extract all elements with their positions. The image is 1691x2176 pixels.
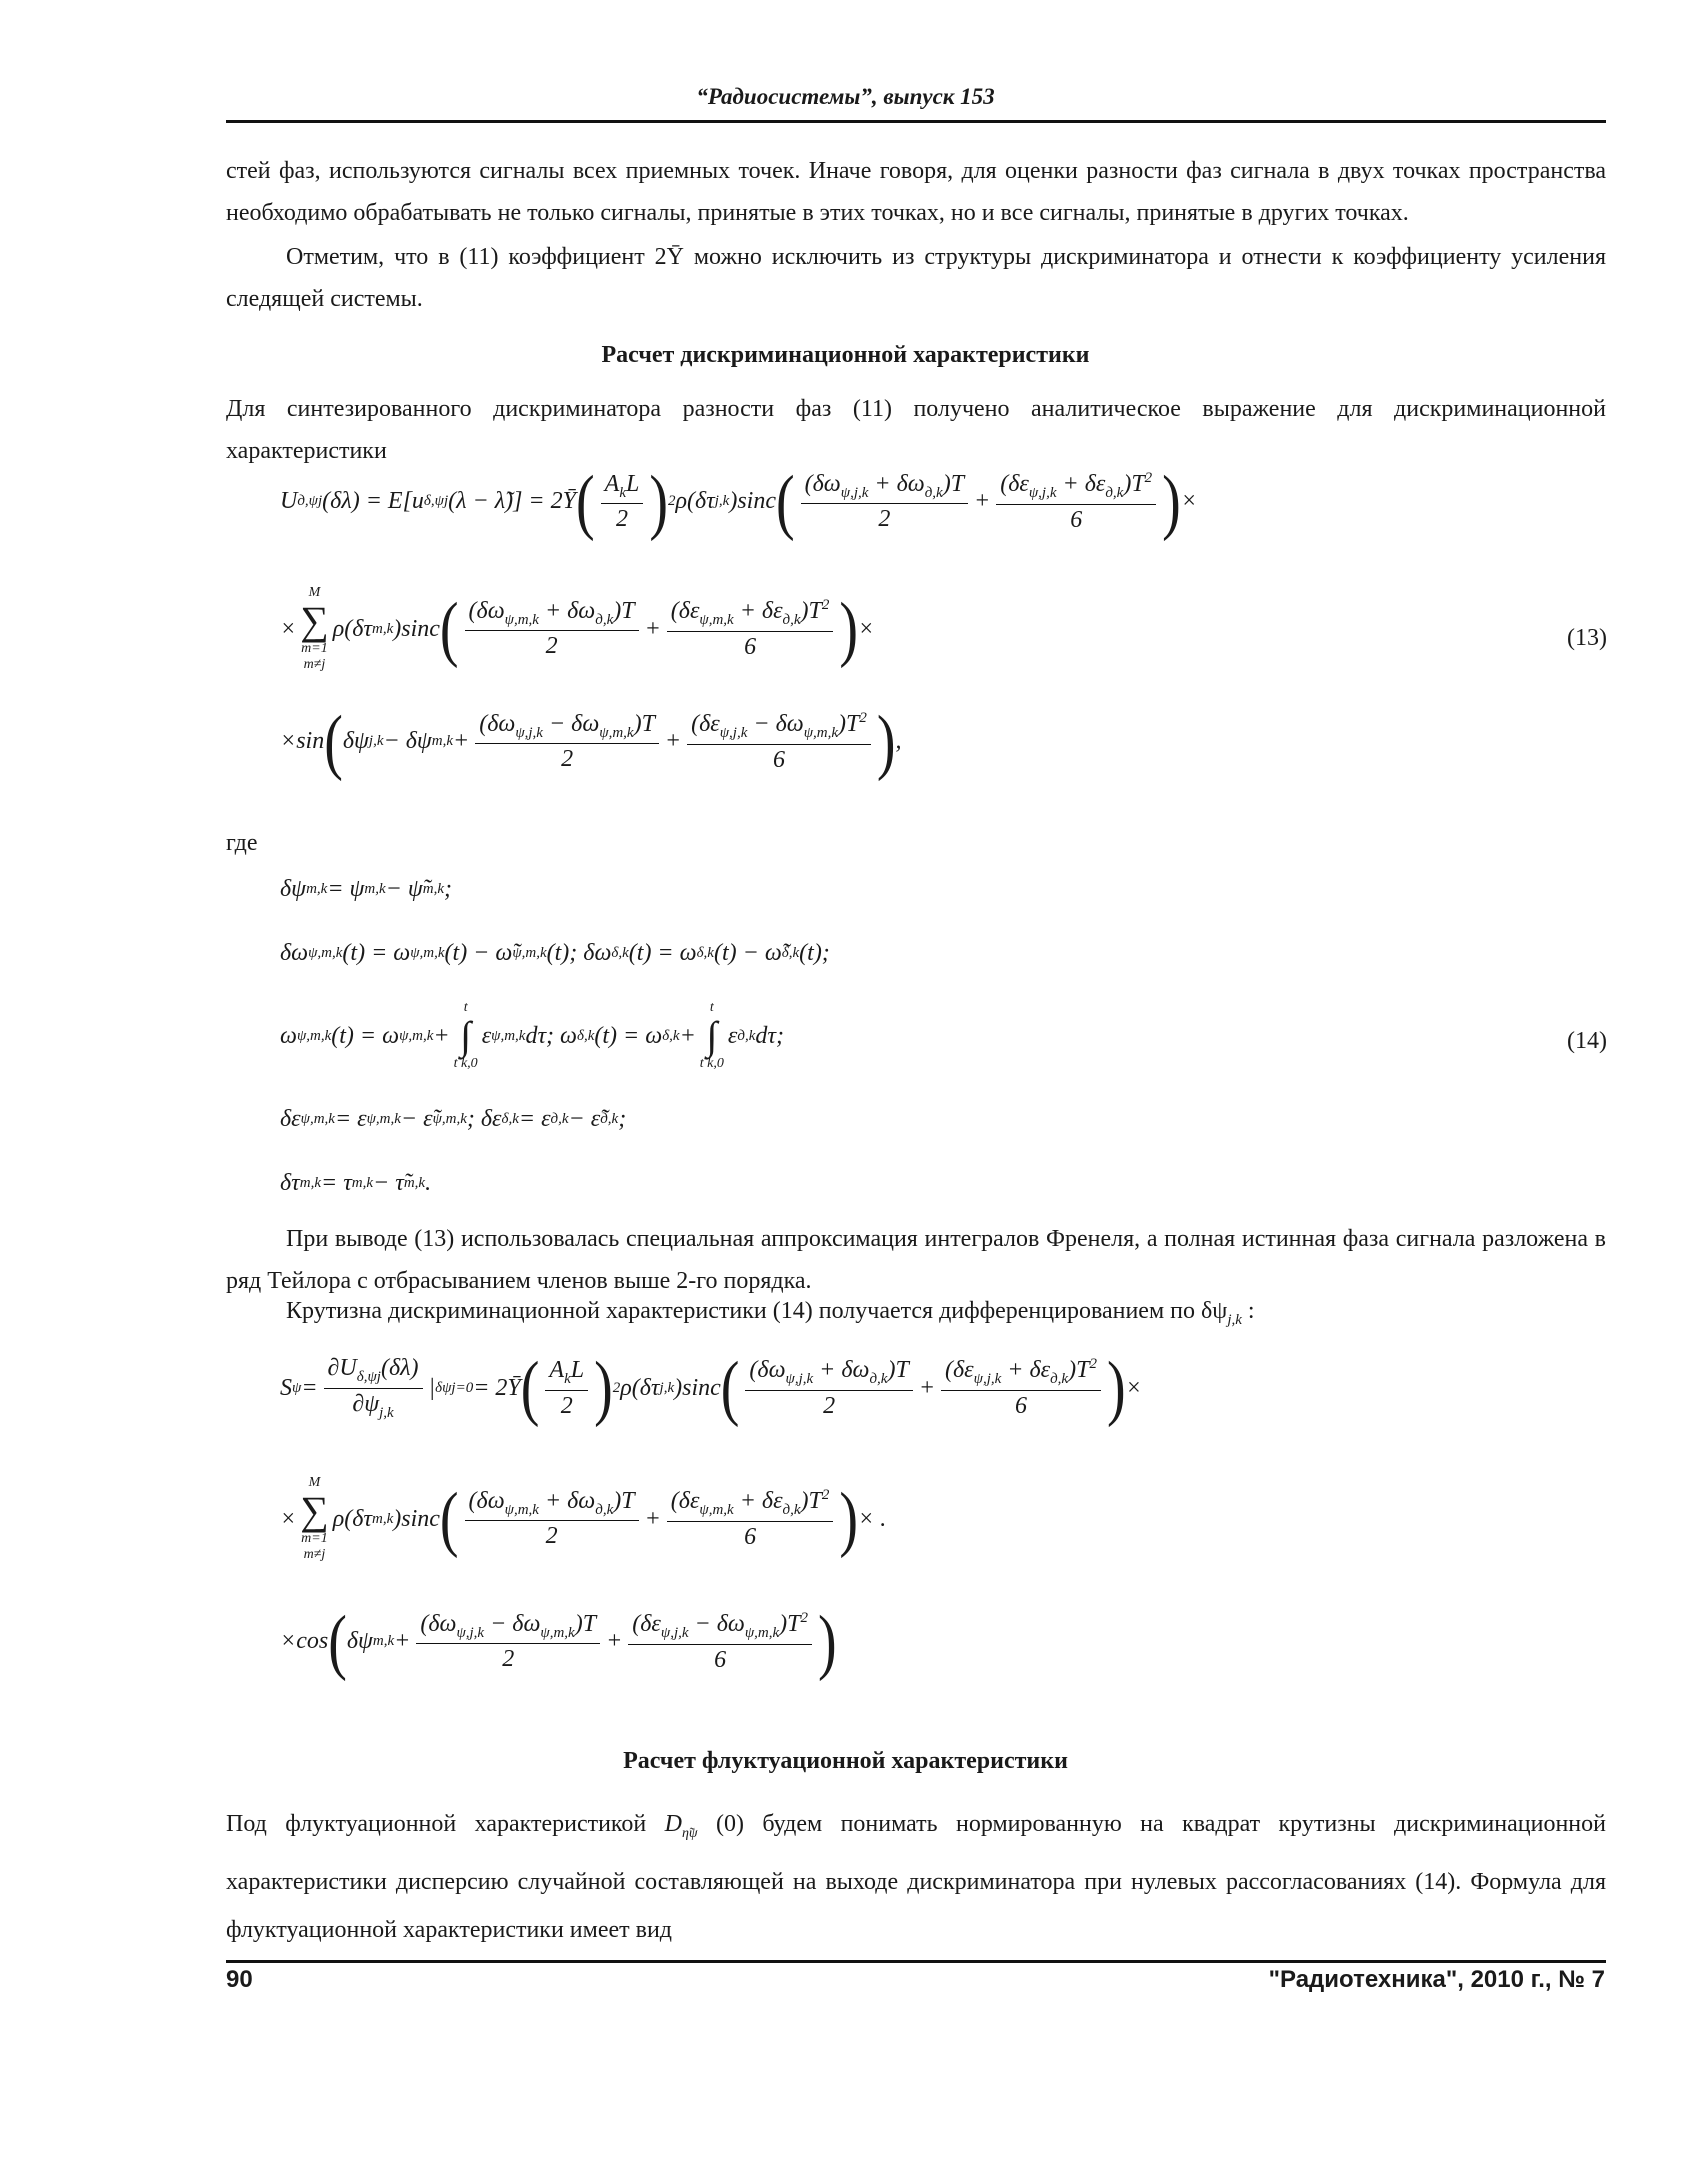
denominator: 6 <box>1014 1393 1027 1420</box>
math-text: − τ̃ <box>373 1170 404 1196</box>
math-text: (t) = ω <box>628 940 697 966</box>
math-text: + <box>644 1505 661 1532</box>
math-subscript: m,k <box>431 733 454 750</box>
denominator: 6 <box>714 1646 727 1673</box>
sum-upper: M <box>308 585 321 600</box>
math-bracket: ) <box>649 461 668 543</box>
math-text: = ε <box>334 1106 367 1132</box>
math-subscript: j,k <box>368 733 384 750</box>
equation-eq14-line3 <box>280 1000 784 1072</box>
math-text: ×cos <box>280 1628 329 1655</box>
math-subscript: m,k <box>351 1175 374 1191</box>
equation-eq14-line2 <box>280 940 830 967</box>
math-fraction <box>601 471 644 534</box>
math-subscript: m,k <box>422 881 445 897</box>
math-fraction <box>941 1356 1101 1420</box>
math-subscript: δ,k <box>501 1111 519 1127</box>
math-text: (t) − ω̃ <box>444 940 513 966</box>
int-lower: t k,0 <box>453 1056 478 1071</box>
math-text: = ψ <box>327 876 365 902</box>
denominator: 2 <box>823 1392 836 1419</box>
math-text: (δλ) = E <box>322 488 403 515</box>
math-text: + <box>664 728 682 755</box>
math-text: )sinc <box>674 1374 721 1401</box>
math-text: (t); <box>799 940 830 966</box>
math-fraction <box>687 710 871 774</box>
math-text: + <box>974 488 991 515</box>
math-subscript: δ,k <box>577 1027 595 1044</box>
numerator: $(\delta\omega_{\psi,j,k} + \delta\omega_{д,k})T$ <box>801 471 968 505</box>
numerator: $(\delta\omega_{\psi,m,k} + \delta\omega_{д,k})T$ <box>465 1488 639 1522</box>
equation-eq13-line2 <box>280 585 874 673</box>
int-upper: t <box>463 1000 468 1015</box>
math-text: [u <box>402 488 424 515</box>
numerator: $A_kL$ <box>545 1357 588 1391</box>
equation-number: (14) <box>1567 1028 1607 1054</box>
numerator: $(\delta\varepsilon_{\psi,j,k} - \delta\omega_{\psi,m,k})T^2$ <box>687 710 871 745</box>
paragraph-text: будем понимать нормированную на квадрат крутизны дискриминационной характеристики дисперсию случайной составляющей на выходе дискриминатора при нулевых рассогласованиях (14). Формула для флуктуационной характеристики имеет вид <box>226 1811 1606 1943</box>
math-subscript: ψ,m,k <box>399 1027 434 1044</box>
math-subscript: δψj=0 <box>435 1379 474 1396</box>
math-fraction <box>667 1487 834 1551</box>
math-bracket: ) <box>876 701 896 783</box>
paragraph-text: Под флуктуационной характеристикой <box>226 1811 665 1837</box>
math-text: ; <box>444 876 453 902</box>
math-text: + <box>679 1022 696 1049</box>
math-text: δε <box>280 1106 301 1132</box>
math-text: δψ <box>280 876 307 902</box>
math-subscript: ψ,m,k <box>308 945 343 961</box>
math-subscript: ψ <box>292 1379 302 1396</box>
denominator: 2 <box>545 633 558 660</box>
math-text: = τ <box>321 1170 352 1196</box>
int-lower: t k,0 <box>699 1056 724 1071</box>
math-subscript: δ,k <box>611 945 629 961</box>
integral-icon: ∫ <box>460 1013 472 1058</box>
math-text: )sinc <box>393 1505 440 1532</box>
symbol: D <box>664 1811 682 1837</box>
integral-icon: ∫ <box>706 1013 718 1058</box>
math-text: − ε̃ <box>568 1106 601 1132</box>
math-fraction <box>628 1610 812 1674</box>
math-subscript: ψ,m,k <box>432 1111 467 1127</box>
numerator: $(\delta\varepsilon_{\psi,j,k} - \delta\omega_{\psi,m,k})T^2$ <box>628 1610 812 1645</box>
math-bracket: ( <box>520 1347 540 1429</box>
running-header: “Радиосистемы”, выпуск 153 <box>696 84 995 109</box>
denominator: 2 <box>502 1646 515 1673</box>
numerator: $(\delta\omega_{\psi,j,k} - \delta\omega_{\psi,m,k})T$ <box>475 711 659 745</box>
math-text: + <box>644 615 661 642</box>
math-subscript: m,k <box>372 1633 395 1650</box>
int-upper: t <box>709 1000 714 1015</box>
math-bracket: ) <box>817 1601 837 1683</box>
math-subscript: m,k <box>371 620 394 637</box>
equation-number: (13) <box>1567 625 1607 651</box>
math-fraction <box>324 1355 423 1422</box>
paragraph <box>226 1290 1606 1341</box>
math-text: (t) = ω <box>342 940 411 966</box>
sum-upper: M <box>308 1475 321 1490</box>
math-text: ρ(δτ <box>332 615 372 642</box>
math-subscript: δ,k <box>696 945 714 961</box>
math-text: δτ <box>280 1170 300 1196</box>
math-bracket: ) <box>839 1478 859 1560</box>
denominator: 6 <box>744 633 757 660</box>
math-bracket: ( <box>720 1347 740 1429</box>
sigma-icon: ∑ <box>300 598 329 643</box>
math-text: U <box>280 488 298 515</box>
math-fraction <box>801 471 968 534</box>
math-text: ω <box>280 1022 297 1049</box>
math-text: | <box>428 1374 436 1401</box>
paragraph <box>226 1800 1606 1954</box>
denominator: 2 <box>560 1392 573 1419</box>
math-text: )sinc <box>729 488 776 515</box>
denominator: 2 <box>878 506 891 533</box>
math-text: S <box>280 1374 292 1401</box>
math-text: (t) = ω <box>331 1022 400 1049</box>
math-subscript: д,k <box>737 1027 756 1044</box>
math-text: ε <box>727 1022 738 1049</box>
math-text: + <box>606 1628 623 1655</box>
sum-lower: m≠j <box>303 1547 326 1562</box>
math-subscript: ψ,m,k <box>300 1111 335 1127</box>
math-bracket: ) <box>594 1347 613 1429</box>
math-subscript: ψ,m,k <box>491 1027 526 1044</box>
math-integral <box>700 1000 724 1072</box>
subscript: η̃ψ <box>681 1825 698 1841</box>
numerator: $(\delta\varepsilon_{\psi,j,k} + \delta\varepsilon_{д,k})T^2$ <box>941 1356 1101 1391</box>
sum-lower: m=1 <box>301 641 328 656</box>
math-text: )sinc <box>393 615 440 642</box>
equation-eq14-line1 <box>280 876 452 903</box>
math-text: + <box>453 728 470 755</box>
paragraph-text: (0) <box>697 1811 763 1837</box>
math-text: ×sin <box>280 728 325 755</box>
math-superscript: 2 <box>668 493 676 510</box>
math-summation <box>300 585 329 673</box>
math-subscript: δ,k <box>781 945 800 961</box>
math-integral <box>454 1000 478 1072</box>
math-subscript: д,k <box>600 1111 619 1127</box>
math-subscript: j,k <box>714 493 730 510</box>
footer-rule <box>226 1960 1606 1963</box>
paragraph: Отметим, что в (11) коэффициент 2Ῡ можно исключить из структуры дискриминатора и отнести к коэффициенту усиления следящей системы. <box>226 244 1606 312</box>
sum-lower: m≠j <box>303 657 326 672</box>
denominator: 6 <box>772 746 785 773</box>
math-bracket: ) <box>1162 461 1181 543</box>
math-fraction <box>465 598 639 661</box>
math-summation <box>300 1475 329 1563</box>
page-number: 90 <box>226 1966 253 1993</box>
math-text: × <box>280 615 297 642</box>
journal-footer: "Радиотехника", 2010 г., № 7 <box>1268 1966 1605 1993</box>
math-text: = 2Ῡ <box>473 1374 521 1401</box>
math-text: × <box>1180 488 1198 515</box>
paragraph: стей фаз, используются сигналы всех приемных точек. Иначе говоря, для оценки разности фаз сигнала в двух точках пространства необходимо обрабатывать не только сигналы, принятые в этих точках, но и все сигналы, принятые в других точках. <box>226 158 1606 226</box>
math-fraction <box>416 1611 600 1674</box>
denominator: 2 <box>545 1523 558 1550</box>
numerator: $(\delta\varepsilon_{\psi,m,k} + \delta\varepsilon_{д,k})T^2$ <box>667 597 834 632</box>
paragraph-text: Крутизна дискриминационной характеристики (14) получается дифференцированием по δψ <box>286 1298 1228 1324</box>
math-text: dτ; ω <box>525 1022 577 1049</box>
math-text: ρ(δτ <box>675 488 715 515</box>
math-text: (t); δω <box>546 940 612 966</box>
math-subscript: д,ψj <box>297 493 323 510</box>
numerator: $(\delta\varepsilon_{\psi,m,k} + \delta\varepsilon_{д,k})T^2$ <box>667 1487 834 1522</box>
math-subscript: m,k <box>403 1175 426 1191</box>
math-text: , <box>895 728 902 755</box>
math-text: × <box>280 1505 297 1532</box>
section-heading: Расчет дискриминационной характеристики <box>601 342 1090 368</box>
where-label: где <box>226 830 258 856</box>
paragraph: Для синтезированного дискриминатора разности фаз (11) получено аналитическое выражение для дискриминационной характеристики <box>226 396 1606 464</box>
math-bracket: ( <box>439 588 459 670</box>
numerator: $(\delta\varepsilon_{\psi,j,k} + \delta\varepsilon_{д,k})T^2$ <box>996 470 1156 505</box>
math-text: + <box>433 1022 450 1049</box>
equation-eqS-line3 <box>280 1601 837 1683</box>
equation-eq13-line3 <box>280 701 902 783</box>
denominator: 2 <box>561 746 574 773</box>
math-subscript: ψ,m,k <box>296 1027 332 1044</box>
math-text: × . <box>858 1505 887 1532</box>
math-subscript: д,k <box>550 1111 569 1127</box>
math-subscript: m,k <box>299 1175 321 1191</box>
math-text: = <box>301 1374 318 1401</box>
math-text: − ψ̃ <box>385 876 423 902</box>
math-bracket: ( <box>776 461 795 543</box>
paragraph: При выводе (13) использовалась специальная аппроксимация интегралов Френеля, а полная истинная фаза сигнала разложена в ряд Тейлора с отбрасыванием членов выше 2-го порядка. <box>226 1226 1606 1294</box>
equation-eq13-line1 <box>280 461 1198 543</box>
math-fraction <box>996 470 1156 534</box>
math-text: ; <box>618 1106 627 1132</box>
math-text: − ε̃ <box>400 1106 433 1132</box>
math-subscript: m,k <box>364 881 386 897</box>
math-fraction <box>545 1357 588 1420</box>
math-text: (t) = ω <box>594 1022 663 1049</box>
math-subscript: j,k <box>659 1379 675 1396</box>
math-text: × <box>858 615 875 642</box>
numerator: $A_kL$ <box>601 471 644 505</box>
math-text: δψ <box>346 1628 373 1655</box>
math-text: ρ(δτ <box>332 1505 372 1532</box>
numerator: $(\delta\omega_{\psi,m,k} + \delta\omega_{д,k})T$ <box>465 598 639 632</box>
math-text: . <box>425 1170 432 1196</box>
math-bracket: ( <box>575 461 595 543</box>
math-text: × <box>1125 1374 1142 1401</box>
math-superscript: 2 <box>612 1379 621 1396</box>
sigma-icon: ∑ <box>300 1488 329 1533</box>
equation-eqS-line2 <box>280 1475 886 1563</box>
denominator: 6 <box>744 1523 757 1550</box>
equation-eq14-line4 <box>280 1106 626 1133</box>
math-bracket: ( <box>324 701 343 783</box>
math-subscript: m,k <box>371 1510 394 1527</box>
math-text: ρ(δτ <box>620 1374 660 1401</box>
math-subscript: ψ,m,k <box>366 1111 401 1127</box>
math-fraction <box>465 1488 639 1551</box>
equation-eqS-line1 <box>280 1347 1142 1429</box>
math-text: ; δε <box>466 1106 502 1132</box>
numerator: $(\delta\omega_{\psi,j,k} + \delta\omega_{д,k})T$ <box>745 1357 912 1391</box>
denominator: $\partial\psi_{j,k}$ <box>352 1390 394 1421</box>
math-fraction <box>667 597 834 661</box>
math-text: δψ <box>342 728 369 755</box>
math-text: + <box>918 1374 936 1401</box>
math-text: ε <box>481 1022 492 1049</box>
denominator: 2 <box>615 506 628 533</box>
math-subscript: ψ,m,k <box>512 945 547 961</box>
denominator: 6 <box>1070 506 1083 533</box>
math-text: dτ; <box>755 1022 784 1049</box>
subscript: j,k <box>1227 1311 1242 1328</box>
math-text: (λ − λ̃)] = 2Ῡ <box>448 488 576 515</box>
math-text: δω <box>280 940 309 966</box>
header-rule <box>226 120 1606 123</box>
math-subscript: δ,ψj <box>423 493 449 510</box>
equation-eq14-line5 <box>280 1170 431 1197</box>
math-subscript: ψ,m,k <box>410 945 445 961</box>
math-bracket: ( <box>328 1601 347 1683</box>
section-heading: Расчет флуктуационной характеристики <box>623 1748 1068 1774</box>
numerator: $\partial U_{\delta,\psi j}(\delta\lambda)$ <box>324 1355 423 1389</box>
math-subscript: δ,k <box>662 1027 680 1044</box>
paragraph-text: : <box>1241 1298 1255 1324</box>
math-text: + <box>394 1628 411 1655</box>
math-text: (t) − ω̃ <box>713 940 782 966</box>
math-text: − δψ <box>383 728 432 755</box>
math-subscript: m,k <box>306 881 328 897</box>
sum-lower: m=1 <box>301 1531 328 1546</box>
math-fraction <box>745 1357 912 1420</box>
math-fraction <box>475 711 659 774</box>
math-bracket: ) <box>839 588 859 670</box>
math-text: = ε <box>518 1106 551 1132</box>
math-bracket: ) <box>1106 1347 1126 1429</box>
math-bracket: ( <box>439 1478 459 1560</box>
numerator: $(\delta\omega_{\psi,j,k} - \delta\omega_{\psi,m,k})T$ <box>416 1611 600 1645</box>
